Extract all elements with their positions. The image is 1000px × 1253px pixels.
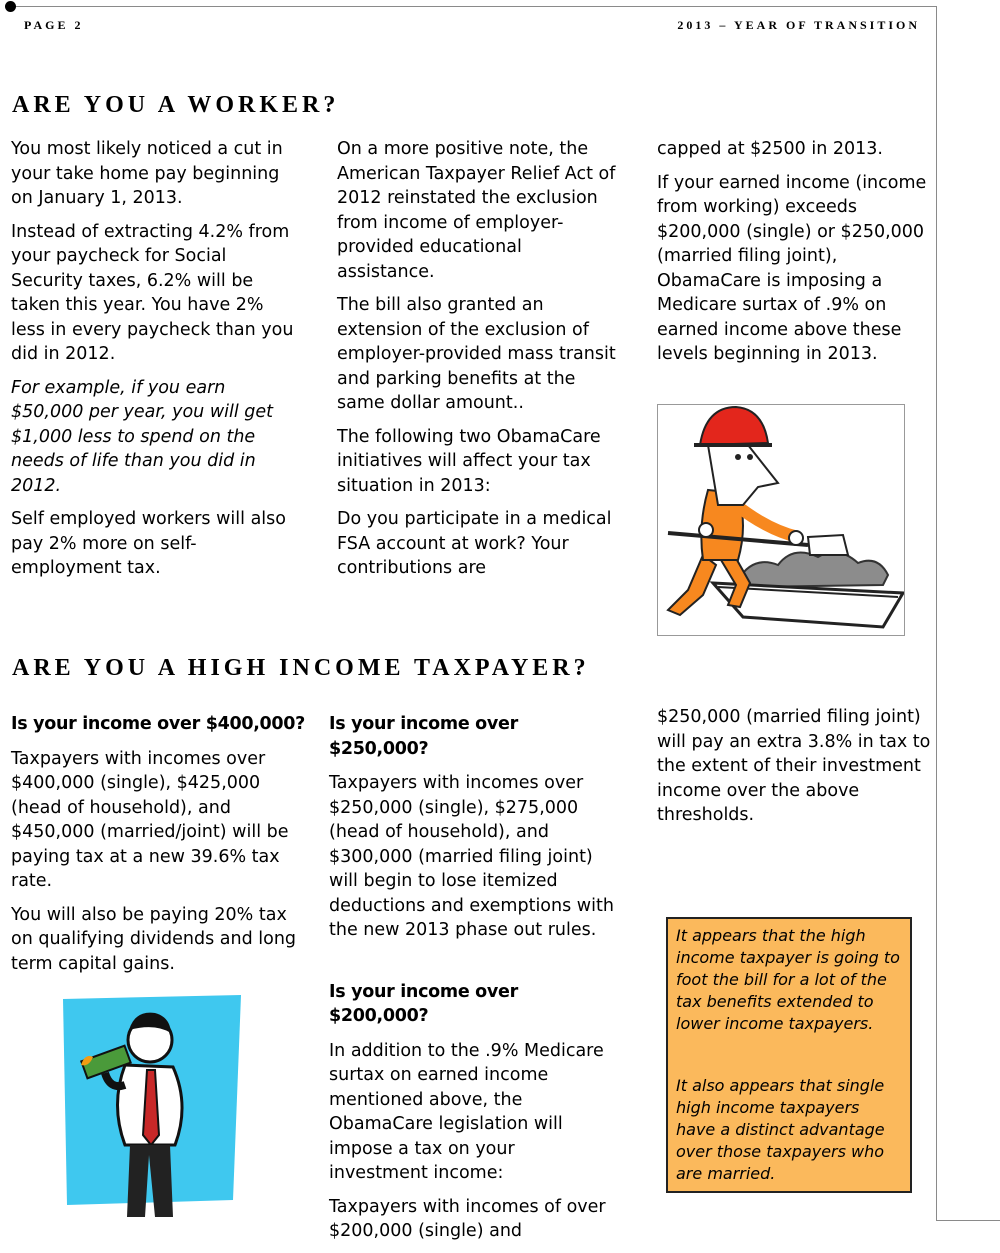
paragraph: Do you participate in a medical FSA account at work? Your contributions are — [337, 509, 612, 578]
high-income-column-3 — [657, 705, 932, 837]
issue-title: 2013 – YEAR OF TRANSITION — [677, 18, 920, 32]
paragraph: You will also be paying 20% tax on qualifying dividends and long term capital gains. — [11, 904, 297, 974]
paragraph: On a more positive note, the American Taxpayer Relief Act of 2012 reinstated the exclusion from income of employer-provided educational assistance. — [337, 139, 616, 282]
subheading-200k: Is your income over $200,000? — [329, 981, 518, 1026]
paragraph: Self employed workers will also pay 2% more on self-employment tax. — [11, 509, 286, 578]
paragraph: Taxpayers with incomes of over $200,000 (single) and — [329, 1196, 606, 1241]
section-heading-worker: ARE YOU A WORKER? — [12, 92, 340, 118]
example-paragraph: For example, if you earn $50,000 per year, you will get $1,000 less to spend on the needs of life than you did in 2012. — [11, 377, 274, 496]
callout-paragraph: It also appears that single high income taxpayers have a distinct advantage over those taxpayers who are married. — [676, 1076, 885, 1183]
subheading-400k: Is your income over $400,000? — [11, 714, 306, 734]
high-income-column-2 — [329, 712, 614, 1253]
worker-column-3 — [657, 137, 929, 376]
page-number: PAGE 2 — [24, 18, 84, 32]
burning-money-illustration — [55, 995, 245, 1225]
worker-clipart-icon — [658, 405, 904, 635]
construction-worker-illustration — [657, 404, 905, 636]
paragraph: In addition to the .9% Medicare surtax on earned income mentioned above, the ObamaCare legislation will impose a tax on your investment income: — [329, 1040, 604, 1183]
page-frame-foot-rule — [936, 1220, 1000, 1221]
paragraph: The following two ObamaCare initiatives will affect your tax situation in 2013: — [337, 426, 601, 496]
paragraph: Instead of extracting 4.2% from your paycheck for Social Security taxes, 6.2% will be taken this year. You have 2% less in every paycheck than you did in 2012. — [11, 221, 294, 364]
high-income-column-1 — [11, 712, 306, 985]
paragraph: If your earned income (income from working) exceeds $200,000 (single) or $250,000 (married filing joint), ObamaCare is imposing a Medicare surtax of .9% on earned income above these levels beginning in 2013. — [657, 172, 927, 364]
money-clipart-icon — [55, 995, 245, 1225]
section-heading-high-income: ARE YOU A HIGH INCOME TAXPAYER? — [12, 655, 590, 681]
paragraph: The bill also granted an extension of the exclusion of employer-provided mass transit and parking benefits at the same dollar amount.. — [337, 295, 616, 413]
paragraph: capped at $2500 in 2013. — [657, 139, 883, 159]
subheading-250k: Is your income over $250,000? — [329, 714, 518, 759]
callout-box — [666, 917, 912, 1193]
frame-corner-dot — [5, 1, 16, 12]
paragraph: $250,000 (married filing joint) will pay an extra 3.8% in tax to the extent of their investment income over the above thresholds. — [657, 707, 931, 825]
paragraph: You most likely noticed a cut in your take home pay beginning on January 1, 2013. — [11, 139, 283, 208]
paragraph: Taxpayers with incomes over $250,000 (single), $275,000 (head of household), and $300,000 (married filing joint) will begin to lose itemized deductions and exemptions with the new 2013 phase out rules. — [329, 773, 614, 940]
callout-paragraph: It appears that the high income taxpayer is going to foot the bill for a lot of the tax benefits extended to lower income taxpayers. — [676, 926, 900, 1033]
worker-column-1 — [11, 137, 301, 590]
paragraph: Taxpayers with incomes over $400,000 (single), $425,000 (head of household), and $450,000 (married/joint) will be paying tax at a new 39.6% tax rate. — [11, 748, 289, 891]
page-frame-right-rule — [936, 6, 937, 1221]
worker-column-2 — [337, 137, 623, 590]
page-frame-top-rule — [11, 6, 937, 7]
